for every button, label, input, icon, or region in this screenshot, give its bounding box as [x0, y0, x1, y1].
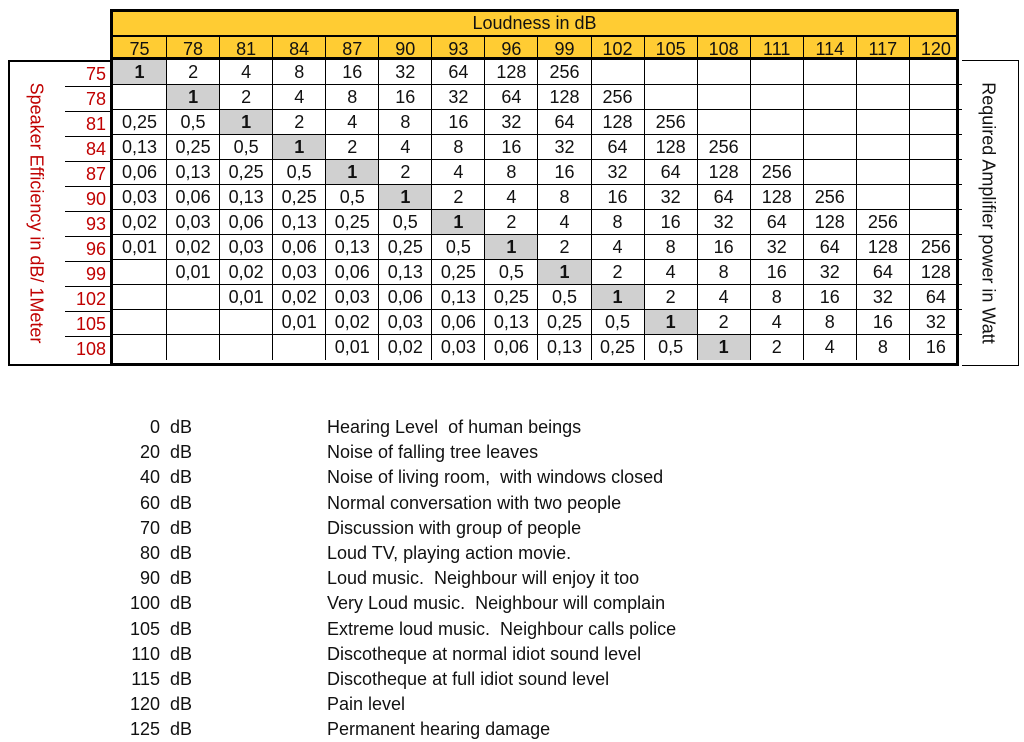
table-cell: 2 [750, 335, 803, 360]
legend-db-value: 0 dB [149, 417, 192, 437]
table-cell: 4 [219, 60, 272, 85]
table-cell: 0,03 [166, 210, 219, 235]
column-header-box [110, 9, 959, 60]
table-cell: 0,01 [325, 335, 378, 360]
table-cell [113, 335, 166, 360]
table-cell: 0,13 [272, 210, 325, 235]
table-cell: 1 [272, 135, 325, 160]
table-cell: 0,13 [219, 185, 272, 210]
table-cell: 0,06 [166, 185, 219, 210]
table-cell: 128 [750, 185, 803, 210]
row-axis-label: Speaker Efficiency in dB/ 1Meter [26, 82, 47, 344]
table-cell: 64 [697, 185, 750, 210]
column-header-87: 87 [325, 37, 378, 62]
table-cell [644, 60, 697, 85]
table-cell: 0,03 [272, 260, 325, 285]
table-cell: 0,13 [113, 135, 166, 160]
table-cell: 64 [431, 60, 484, 85]
table-cell: 2 [537, 235, 590, 260]
table-cell: 2 [325, 135, 378, 160]
table-cell: 16 [591, 185, 644, 210]
table-cell: 0,02 [166, 235, 219, 260]
table-cell: 0,25 [113, 110, 166, 135]
table-cell: 4 [750, 310, 803, 335]
table-cell: 0,25 [325, 210, 378, 235]
table-cell: 1 [537, 260, 590, 285]
table-cell: 0,13 [325, 235, 378, 260]
table-cell: 4 [431, 160, 484, 185]
table-cell: 128 [909, 260, 962, 285]
table-cell: 2 [484, 210, 537, 235]
table-cell: 0,25 [272, 185, 325, 210]
table-cell [856, 60, 909, 85]
legend-db-value: 60 dB [139, 492, 192, 513]
table-cell: 4 [378, 135, 431, 160]
legend-description: Discussion with group of people [327, 517, 582, 538]
table-cell: 4 [644, 260, 697, 285]
legend-description: Noise of living room, with windows closed [327, 467, 664, 488]
table-cell: 0,13 [431, 285, 484, 310]
table-cell: 1 [378, 185, 431, 210]
legend-db-value: 105 dB [129, 618, 192, 639]
table-cell [272, 335, 325, 360]
table-cell: 0,13 [484, 310, 537, 335]
column-header-row [113, 35, 956, 62]
table-cell [909, 185, 962, 210]
table-cell: 2 [644, 285, 697, 310]
header-title: Loudness in dB [472, 13, 597, 33]
table-cell: 2 [697, 310, 750, 335]
table-cell: 1 [325, 160, 378, 185]
row-header-108: 108 [75, 339, 106, 359]
table-cell: 4 [803, 335, 856, 360]
legend-description: Discotheque at normal idiot sound level [327, 643, 642, 664]
table-cell: 16 [644, 210, 697, 235]
table-cell: 0,06 [431, 310, 484, 335]
legend-description: Very Loud music. Neighbour will complain [327, 593, 666, 614]
column-header-117: 117 [856, 37, 909, 62]
table-cell [856, 135, 909, 160]
table-cell: 0,03 [378, 310, 431, 335]
table-cell: 2 [591, 260, 644, 285]
table-cell: 0,02 [219, 260, 272, 285]
legend-db-value: 80 dB [139, 543, 192, 563]
table-cell: 2 [378, 160, 431, 185]
table-cell [219, 310, 272, 335]
table-cell: 0,25 [166, 135, 219, 160]
table-cell: 8 [272, 60, 325, 85]
table-cell: 0,02 [113, 210, 166, 235]
table-cell: 16 [431, 110, 484, 135]
table-cell: 0,06 [219, 210, 272, 235]
table-cell: 8 [856, 335, 909, 360]
table-cell: 16 [856, 310, 909, 335]
table-cell: 2 [272, 110, 325, 135]
legend-description: Permanent hearing damage [327, 719, 551, 740]
legend-description: Loud music. Neighbour will enjoy it too [327, 568, 640, 589]
table-cell: 8 [591, 210, 644, 235]
table-cell [909, 110, 962, 135]
table-cell [113, 285, 166, 310]
column-header-108: 108 [697, 37, 750, 62]
table-cell: 0,13 [378, 260, 431, 285]
table-cell: 4 [591, 235, 644, 260]
table-cell: 32 [537, 135, 590, 160]
table-cell: 16 [537, 160, 590, 185]
table-cell [750, 135, 803, 160]
table-cell: 64 [591, 135, 644, 160]
column-header-114: 114 [803, 37, 856, 62]
table-cell [219, 335, 272, 360]
table-cell: 8 [697, 260, 750, 285]
table-cell: 8 [644, 235, 697, 260]
table-cell [113, 310, 166, 335]
table-cell [856, 110, 909, 135]
table-cell: 32 [484, 110, 537, 135]
table-cell: 0,25 [219, 160, 272, 185]
table-cell: 0,01 [219, 285, 272, 310]
table-cell: 0,06 [325, 260, 378, 285]
legend-db-value: 90 dB [139, 568, 192, 589]
column-header-90: 90 [378, 37, 431, 62]
table-cell: 0,03 [219, 235, 272, 260]
table-cell [803, 135, 856, 160]
table-cell: 256 [537, 60, 590, 85]
legend-description: Extreme loud music. Neighbour calls police [327, 618, 677, 639]
table-cell: 2 [431, 185, 484, 210]
table-cell [909, 60, 962, 85]
legend-db-value: 20 dB [139, 442, 192, 463]
power-table-grid [110, 60, 959, 366]
table-cell [803, 60, 856, 85]
legend-db-value: 125 dB [129, 719, 192, 740]
column-header-102: 102 [591, 37, 644, 62]
table-cell: 16 [909, 335, 962, 360]
table-cell: 32 [909, 310, 962, 335]
table-cell: 32 [856, 285, 909, 310]
table-cell: 4 [537, 210, 590, 235]
table-cell: 0,5 [644, 335, 697, 360]
row-header-102: 102 [65, 287, 110, 312]
table-cell: 0,06 [484, 335, 537, 360]
table-cell: 64 [856, 260, 909, 285]
table-cell: 64 [909, 285, 962, 310]
row-header-96: 96 [65, 237, 110, 262]
column-header-99: 99 [537, 37, 590, 62]
table-cell [591, 60, 644, 85]
legend-description: Loud TV, playing action movie. [327, 543, 572, 563]
table-cell: 1 [697, 335, 750, 360]
legend-description: Discotheque at full idiot sound level [327, 669, 610, 689]
table-cell: 256 [591, 85, 644, 110]
table-cell [697, 85, 750, 110]
table-cell: 32 [697, 210, 750, 235]
column-header-81: 81 [219, 37, 272, 62]
table-cell [697, 60, 750, 85]
table-cell: 0,06 [113, 160, 166, 185]
table-cell: 0,5 [272, 160, 325, 185]
table-cell [856, 160, 909, 185]
table-cell [166, 335, 219, 360]
table-cell: 0,5 [325, 185, 378, 210]
table-cell [644, 85, 697, 110]
table-cell: 0,5 [431, 235, 484, 260]
table-cell: 1 [484, 235, 537, 260]
table-cell: 0,5 [591, 310, 644, 335]
table-cell: 4 [325, 110, 378, 135]
table-cell: 64 [750, 210, 803, 235]
row-header-84: 84 [65, 137, 110, 162]
table-cell: 0,01 [272, 310, 325, 335]
table-cell [909, 85, 962, 110]
table-cell: 128 [591, 110, 644, 135]
table-cell: 0,01 [166, 260, 219, 285]
table-cell: 1 [166, 85, 219, 110]
table-cell: 0,06 [378, 285, 431, 310]
table-cell: 0,01 [113, 235, 166, 260]
table-cell: 0,02 [272, 285, 325, 310]
table-cell: 64 [803, 235, 856, 260]
table-cell: 16 [697, 235, 750, 260]
row-header-78: 78 [65, 87, 110, 112]
table-cell: 256 [697, 135, 750, 160]
table-cell: 8 [484, 160, 537, 185]
table-cell [750, 85, 803, 110]
row-header-column [65, 60, 110, 366]
table-cell: 4 [697, 285, 750, 310]
table-cell: 16 [484, 135, 537, 160]
legend-db-value: 40 dB [139, 467, 192, 488]
table-cell: 8 [803, 310, 856, 335]
row-header-105: 105 [65, 312, 110, 337]
column-header-84: 84 [272, 37, 325, 62]
table-cell: 128 [803, 210, 856, 235]
column-header-120: 120 [909, 37, 962, 62]
table-cell [856, 185, 909, 210]
table-cell: 0,5 [484, 260, 537, 285]
table-cell: 1 [219, 110, 272, 135]
table-cell: 16 [325, 60, 378, 85]
column-header-105: 105 [644, 37, 697, 62]
row-header-93: 93 [65, 212, 110, 237]
table-cell [166, 285, 219, 310]
column-header-78: 78 [166, 37, 219, 62]
row-header-81: 81 [65, 112, 110, 137]
table-cell: 16 [750, 260, 803, 285]
row-header-99: 99 [65, 262, 110, 287]
table-cell: 256 [644, 110, 697, 135]
table-cell: 0,13 [537, 335, 590, 360]
table-cell [803, 110, 856, 135]
legend-db-value: 110 dB [131, 643, 192, 664]
table-cell: 128 [644, 135, 697, 160]
table-cell: 8 [537, 185, 590, 210]
table-cell: 4 [272, 85, 325, 110]
table-cell: 1 [113, 60, 166, 85]
table-cell: 128 [537, 85, 590, 110]
table-cell: 0,5 [166, 110, 219, 135]
legend-description: Noise of falling tree leaves [327, 442, 539, 463]
table-cell: 0,13 [166, 160, 219, 185]
legend-db-value: 100 dB [129, 593, 192, 614]
table-cell: 1 [644, 310, 697, 335]
table-cell [750, 110, 803, 135]
legend-description: Pain level [327, 694, 406, 715]
table-cell: 0,25 [431, 260, 484, 285]
legend-db-value: 120 dB [129, 694, 192, 715]
table-cell: 16 [803, 285, 856, 310]
table-cell: 4 [484, 185, 537, 210]
table-cell: 0,02 [325, 310, 378, 335]
table-cell [803, 85, 856, 110]
legend-db-value: 70 dB [139, 517, 192, 538]
table-cell: 8 [325, 85, 378, 110]
table-cell [166, 310, 219, 335]
table-cell: 0,5 [537, 285, 590, 310]
table-cell: 0,5 [219, 135, 272, 160]
table-cell: 8 [431, 135, 484, 160]
table-cell: 16 [378, 85, 431, 110]
table-cell: 64 [644, 160, 697, 185]
table-cell: 1 [591, 285, 644, 310]
value-axis-label: Required Amplifier power in Watt [978, 82, 999, 344]
table-cell: 8 [750, 285, 803, 310]
table-cell: 32 [644, 185, 697, 210]
column-header-111: 111 [750, 37, 803, 62]
table-cell [113, 260, 166, 285]
table-cell: 32 [591, 160, 644, 185]
table-cell: 8 [378, 110, 431, 135]
table-cell: 0,25 [591, 335, 644, 360]
table-cell: 256 [856, 210, 909, 235]
row-header-90: 90 [65, 187, 110, 212]
table-cell [909, 210, 962, 235]
table-cell: 0,25 [484, 285, 537, 310]
table-cell: 0,03 [431, 335, 484, 360]
table-cell: 2 [219, 85, 272, 110]
column-header-75: 75 [129, 39, 150, 59]
table-cell: 32 [431, 85, 484, 110]
table-cell: 0,06 [272, 235, 325, 260]
legend-description: Hearing Level of human beings [327, 417, 582, 437]
table-cell [803, 160, 856, 185]
table-cell: 128 [484, 60, 537, 85]
table-cell [909, 160, 962, 185]
table-cell: 1 [431, 210, 484, 235]
table-cell: 0,5 [378, 210, 431, 235]
table-cell [697, 110, 750, 135]
table-cell: 128 [697, 160, 750, 185]
table-cell: 256 [803, 185, 856, 210]
table-cell [750, 60, 803, 85]
table-cell: 0,03 [113, 185, 166, 210]
table-cell: 0,03 [325, 285, 378, 310]
column-header-93: 93 [431, 37, 484, 62]
table-cell: 32 [378, 60, 431, 85]
table-cell: 32 [803, 260, 856, 285]
table-cell [113, 85, 166, 110]
table-cell: 0,25 [378, 235, 431, 260]
table-cell: 64 [537, 110, 590, 135]
table-cell: 0,02 [378, 335, 431, 360]
table-cell: 0,25 [537, 310, 590, 335]
table-cell: 128 [856, 235, 909, 260]
legend-description: Normal conversation with two people [327, 492, 622, 513]
table-cell: 64 [484, 85, 537, 110]
table-cell [856, 85, 909, 110]
table-cell [909, 135, 962, 160]
table-cell: 32 [750, 235, 803, 260]
column-header-96: 96 [484, 37, 537, 62]
table-cell: 2 [166, 60, 219, 85]
row-header-87: 87 [65, 162, 110, 187]
legend-db-value: 115 dB [131, 669, 192, 689]
table-cell: 256 [750, 160, 803, 185]
row-header-75: 75 [65, 62, 110, 87]
table-cell: 256 [909, 235, 962, 260]
